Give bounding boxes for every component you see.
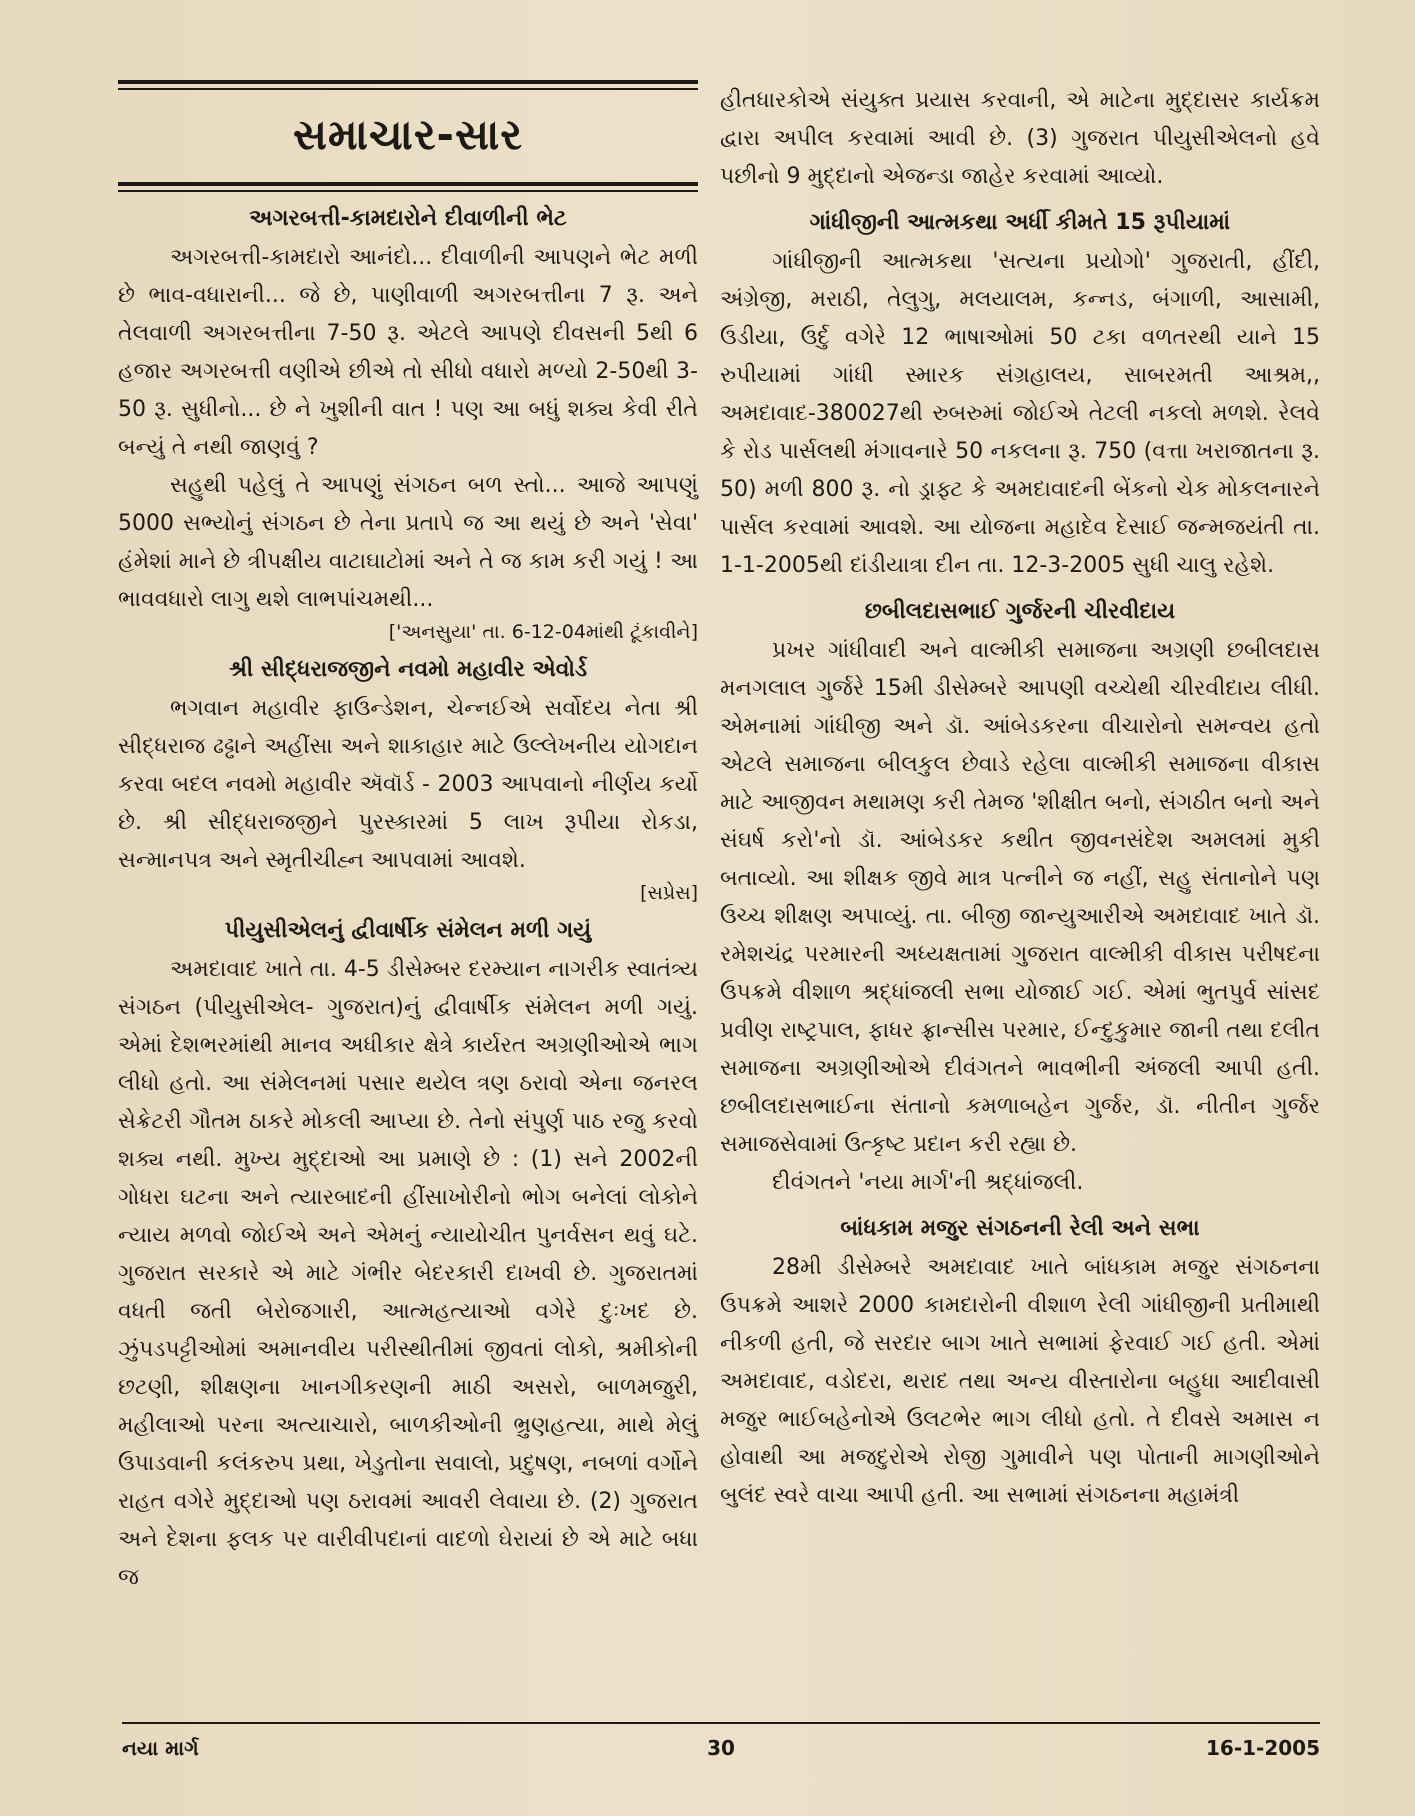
article-heading: છબીલદાસભાઈ ગુર્જરની ચીરવીદાય: [864, 599, 1176, 624]
article-heading: પીયુસીએલનું દ્વીવાર્ષીક સંમેલન મળી ગયું: [224, 918, 592, 943]
masthead-rule-top: [118, 80, 698, 84]
article-source: ['અનસુયા' તા. 6-12-04માંથી ટૂંકાવીને]: [388, 621, 698, 643]
article-heading: બાંધકામ મજુર સંગઠનની રેલી અને સભા: [840, 1216, 1200, 1241]
issue-date: 16-1-2005: [1205, 1736, 1320, 1760]
article-paragraph: સહુથી પહેલું તે આપણું સંગઠન બળ સ્તો... આજે આપણું 5000 સભ્યોનું સંગઠન છે તેના પ્રતાપે જ આ થયું છે અને 'સેવા' હંમેશાં માને છે ત્રીપક્ષીય વાટાઘાટોમાં અને તે જ કામ કરી ગયું ! આ ભાવવધારો લાગુ થશે લાભપાંચમથી...: [118, 473, 698, 612]
article-source: [સપ્રેસ]: [640, 882, 698, 904]
article-incense-workers: [118, 206, 698, 643]
article-paragraph: ગાંધીજીની આત્મકથા 'સત્યના પ્રયોગો' ગુજરાતી, હીંદી, અંગ્રેજી, મરાઠી, તેલુગુ, મલયાલમ, કન્નડ, બંગાળી, આસામી, ઉડીયા, ઉર્દુ વગેરે 12 ભાષાઓમાં 50 ટકા વળતરથી યાને 15 રુપીયામાં ગાંધી સ્મારક સંગ્રહાલય, સાબરમતી આશ્રમ,, અમદાવાદ-380027થી રુબરુમાં જોઈએ તેટલી નકલો મળશે. રેલવે કે રોડ પાર્સલથી મંગાવનારે 50 નકલના રૂ. 750 (વત્તા ખરાજાતના રૂ. 50) મળી 800 રૂ. નો ડ્રાફ્ટ કે અમદાવાદની બેંકનો ચેક મોકલનારને પાર્સલ કરવામાં આવશે. આ યોજના મહાદેવ દેસાઈ જન્મજયંતી તા. 1-1-2005થી દાંડીયાત્રા દીન તા. 12-3-2005 સુધી ચાલુ રહેશે.: [720, 249, 1320, 578]
article-chhabildas-obituary: [720, 599, 1320, 1202]
left-column: [118, 80, 698, 1597]
masthead-rule-top-thin: [118, 88, 698, 90]
page-footer: [122, 1722, 1320, 1760]
article-heading: ગાંધીજીની આત્મકથા અર્ધી કીમતે 15 રૂપીયામાં: [809, 210, 1231, 235]
article-pucl-convention: [118, 918, 698, 1597]
article-paragraph: દીવંગતને 'નયા માર્ગ'ની શ્રદ્ધાંજલી.: [772, 1170, 1084, 1195]
publication-name: નયા માર્ગ: [122, 1736, 199, 1760]
right-column: [720, 82, 1320, 1515]
article-heading: શ્રી સીદ્ધરાજજીને નવમો મહાવીર એવોર્ડ: [228, 657, 588, 682]
section-masthead: સમાચાર-સાર: [292, 110, 524, 159]
article-heading: અગરબત્તી-કામદારોને દીવાળીની ભેટ: [249, 206, 567, 231]
article-gandhi-autobiography: [720, 210, 1320, 585]
article-continuation: હીતધારકોએ સંયુક્ત પ્રયાસ કરવાની, એ માટેના મુદ્દાસર કાર્યક્રમ દ્વારા અપીલ કરવામાં આવી છે. (3) ગુજરાત પીયુસીએલનો હવે પછીનો 9 મુદ્દાનો એજન્ડા જાહેર કરવામાં આવ્યો.: [720, 88, 1320, 189]
article-mahavir-award: [118, 657, 698, 904]
article-paragraph: અગરબત્તી-કામદારો આનંદો... દીવાળીની આપણને ભેટ મળી છે ભાવ-વધારાની... જે છે, પાણીવાળી અગરબત્તીના 7 રૂ. અને તેલવાળી અગરબત્તીના 7-50 રૂ. એટલે આપણે દીવસની 5થી 6 હજાર અગરબત્તી વણીએ છીએ તો સીધો વધારો મળ્યો 2-50થી 3-50 રૂ. સુધીનો... છે ને ખુશીની વાત ! પણ આ બધું શક્ય કેવી રીતે બન્યું તે નથી જાણવું ?: [118, 245, 698, 460]
masthead-rule-bottom: [118, 182, 698, 186]
masthead-rule-bottom-thin: [118, 190, 698, 192]
article-paragraph: પ્રખર ગાંધીવાદી અને વાલ્મીકી સમાજના અગ્રણી છબીલદાસ મનગલાલ ગુર્જરે 15મી ડીસેમ્બરે આપણી વચ્ચેથી ચીરવીદાય લીધી. એમનામાં ગાંધીજી અને ડૉ. આંબેડકરના વીચારોનો સમન્વય હતો એટલે સમાજના બીલકુલ છેવાડે રહેલા વાલ્મીકી સમાજના વીકાસ માટે આજીવન મથામણ કરી તેમજ 'શીક્ષીત બનો, સંગઠીત બનો અને સંઘર્ષ કરો'નો ડૉ. આંબેડકર કથીત જીવનસંદેશ અમલમાં મુકી બતાવ્યો. આ શીક્ષક જીવે માત્ર પત્નીને જ નહીં, સહુ સંતાનોને પણ ઉચ્ચ શીક્ષણ અપાવ્યું. તા. બીજી જાન્યુઆરીએ અમદાવાદ ખાતે ડૉ. રમેશચંદ્ર પરમારની અધ્યક્ષતામાં ગુજરાત વાલ્મીકી વીકાસ પરીષદના ઉપક્રમે વીશાળ શ્રદ્ધાંજલી સભા યોજાઈ ગઈ. એમાં ભુતપુર્વ સાંસદ પ્રવીણ રાષ્ટ્રપાલ, ફાધર ફ્રાન્સીસ પરમાર, ઈન્દુકુમાર જાની તથા દલીત સમાજના અગ્રણીઓએ દીવંગતને ભાવભીની અંજલી આપી હતી. છબીલદાસભાઈના સંતાનો કમળાબહેન ગુર્જર, ડૉ. નીતીન ગુર્જર સમાજસેવામાં ઉત્કૃષ્ટ પ્રદાન કરી રહ્યા છે.: [720, 638, 1320, 1157]
article-paragraph: ભગવાન મહાવીર ફાઉન્ડેશન, ચેન્નઈએ સર્વોદય નેતા શ્રી સીદ્ધરાજ ઢઢ્ઢાને અહીંસા અને શાકાહાર માટે ઉલ્લેખનીય યોગદાન કરવા બદલ નવમો મહાવીર ઍવૉર્ડ - 2003 આપવાનો નીર્ણય કર્યો છે. શ્રી સીદ્ધરાજજીને પુરસ્કારમાં 5 લાખ રૂપીયા રોકડા, સન્માનપત્ર અને સ્મૃતીચીહ્ન આપવામાં આવશે.: [118, 696, 698, 873]
article-construction-workers-rally: [720, 1216, 1320, 1515]
article-paragraph: અમદાવાદ ખાતે તા. 4-5 ડીસેમ્બર દરમ્યાન નાગરીક સ્વાતંત્ર્ય સંગઠન (પીયુસીએલ- ગુજરાત)નું દ્વીવાર્ષીક સંમેલન મળી ગયું. એમાં દેશભરમાંથી માનવ અધીકાર ક્ષેત્રે કાર્યરત અગ્રણીઓએ ભાગ લીધો હતો. આ સંમેલનમાં પસાર થયેલ ત્રણ ઠરાવો એના જનરલ સેક્રેટરી ગૌતમ ઠાકરે મોકલી આપ્યા છે. તેનો સંપુર્ણ પાઠ રજુ કરવો શક્ય નથી. મુખ્ય મુદ્દાઓ આ પ્રમાણે છે : (1) સને 2002ની ગોધરા ઘટના અને ત્યારબાદની હીંસાખોરીનો ભોગ બનેલાં લોકોને ન્યાય મળવો જોઈએ અને એમનું ન્યાયોચીત પુનર્વસન થવું ઘટે. ગુજરાત સરકારે એ માટે ગંભીર બેદરકારી દાખવી છે. ગુજરાતમાં વધતી જતી બેરોજગારી, આત્મહત્યાઓ વગેરે દુઃખદ છે. ઝુંપડપટ્ટીઓમાં અમાનવીય પરીસ્થીતીમાં જીવતાં લોકો, શ્રમીકોની છટણી, શીક્ષણના ખાનગીકરણની માઠી અસરો, બાળમજુરી, મહીલાઓ પરના અત્યાચારો, બાળકીઓની ભ્રુણહત્યા, માથે મેલું ઉપાડવાની કલંકરુપ પ્રથા, ખેડુતોના સવાલો, પ્રદુષણ, નબળાં વર્ગોને રાહત વગેરે મુદ્દાઓ પણ ઠરાવમાં આવરી લેવાયા છે. (2) ગુજરાત અને દેશના ફલક પર વારીવીપદાનાં વાદળો ઘેરાયાં છે એ માટે બધા જ: [118, 957, 698, 1590]
page-number: 30: [707, 1736, 735, 1760]
article-paragraph: 28મી ડીસેમ્બરે અમદાવાદ ખાતે બાંધકામ મજુર સંગઠનના ઉપક્રમે આશરે 2000 કામદારોની વીશાળ રેલી ગાંધીજીની પ્રતીમાથી નીકળી હતી, જે સરદાર બાગ ખાતે સભામાં ફેરવાઈ ગઈ હતી. એમાં અમદાવાદ, વડોદરા, થરાદ તથા અન્ય વીસ્તારોના બહુધા આદીવાસી મજુર ભાઈબહેનોએ ઉલટભેર ભાગ લીધો હતો. તે દીવસે અમાસ ન હોવાથી આ મજદુરોએ રોજી ગુમાવીને પણ પોતાની માગણીઓને બુલંદ સ્વરે વાચા આપી હતી. આ સભામાં સંગઠનના મહામંત્રી: [720, 1255, 1320, 1508]
